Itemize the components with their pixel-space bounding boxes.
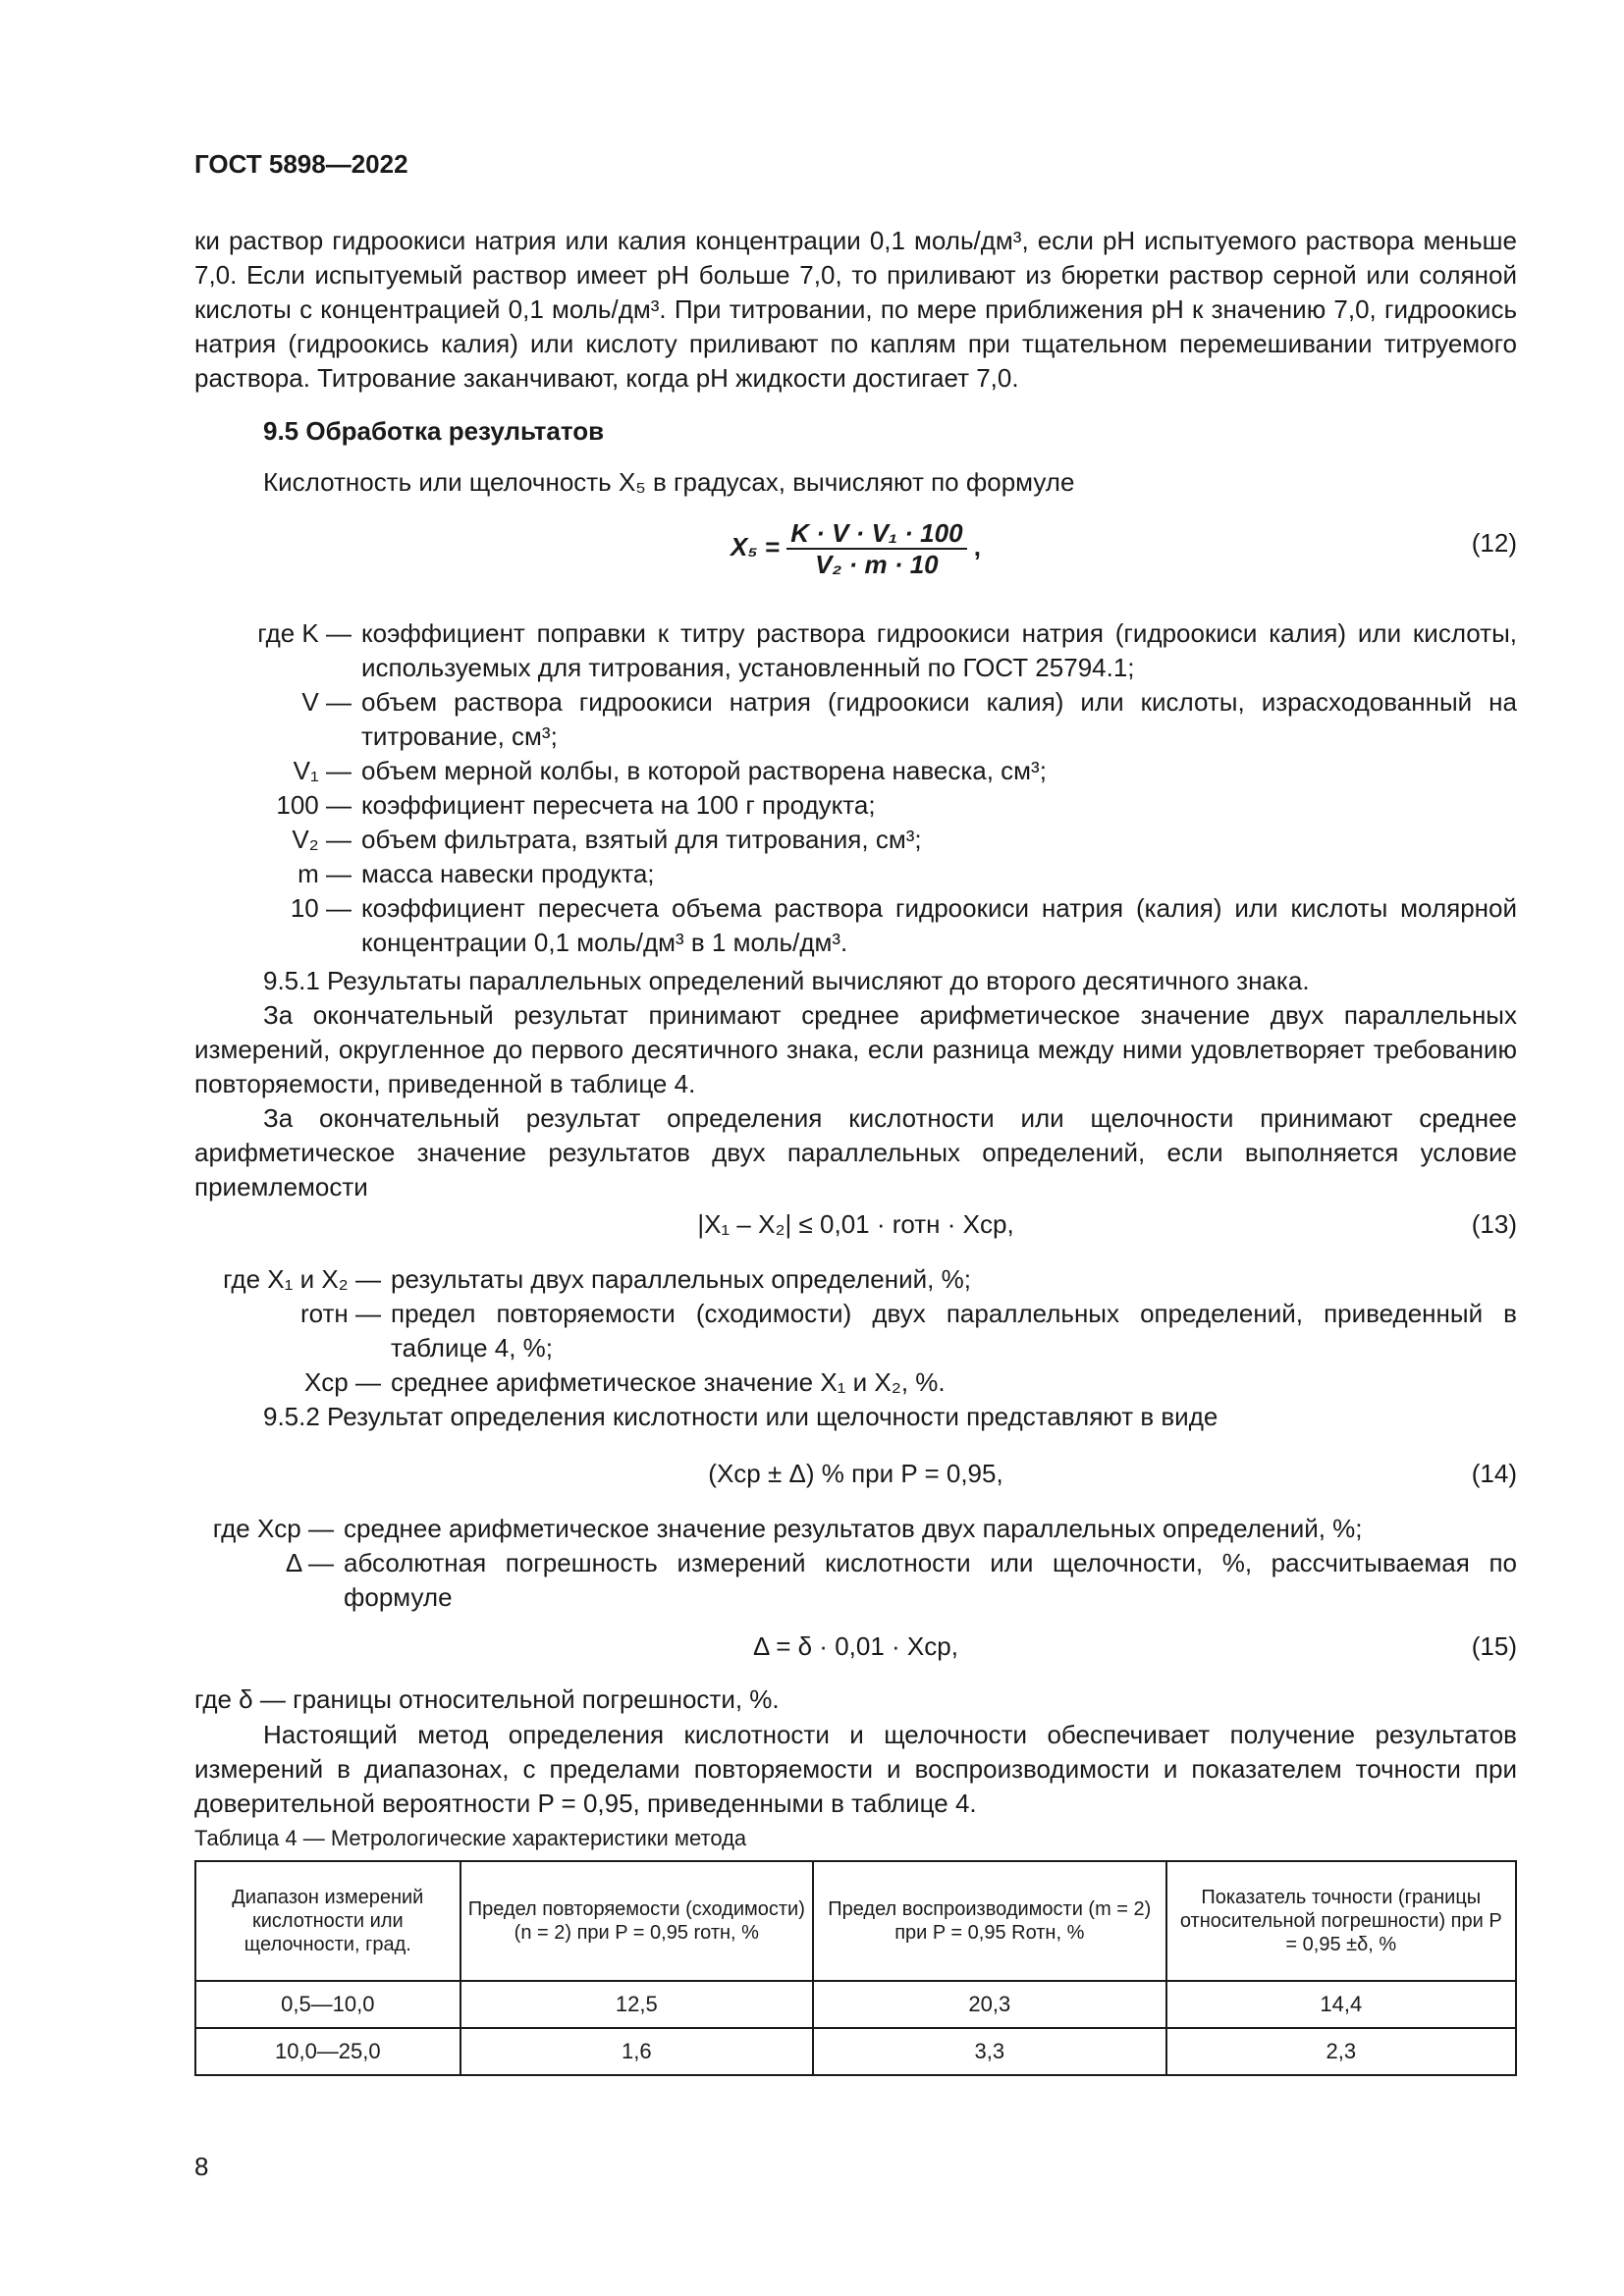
formula-14 (194, 1449, 1517, 1498)
definitions-14 (194, 1512, 1517, 1615)
definition-row (194, 1365, 1517, 1400)
formula-13 (194, 1200, 1517, 1249)
definition-text: масса навески продукта; (361, 859, 655, 888)
paragraph-final-result: За окончательный результат принимают среднее арифметическое значение двух параллельных измерений, округленное до первого десятичного знака, если разница между ними удовлетворяет требованию повторяемости, приведенной в таблице 4. (194, 1000, 1517, 1098)
table-caption: Таблица 4 — Метрологические характеристики метода (194, 1826, 747, 1850)
page-number: 8 (194, 2152, 209, 2181)
definition-text: предел повторяемости (сходимости) двух параллельных определений, приведенный в таблице 4, %; (391, 1299, 1517, 1362)
paragraph-9-5-2: 9.5.2 Результат определения кислотности или щелочности представляют в виде (263, 1402, 1218, 1431)
definition-term: где X₁ и X₂ — (223, 1264, 381, 1294)
table-header-cell: Показатель точности (границы относительной погрешности) при P = 0,95 ±δ, % (1166, 1861, 1516, 1981)
formula-13-number: (13) (1471, 1209, 1517, 1239)
formula-12-tail: , (973, 531, 982, 561)
definition-text: объем раствора гидроокиси натрия (гидроокиси калия) или кислоты, израсходованный на титрование, см³; (361, 687, 1517, 751)
definition-term: Δ — (285, 1548, 334, 1577)
definition-row (194, 788, 1517, 823)
table-row (195, 1981, 1516, 2028)
definitions-12 (194, 616, 1517, 960)
table-header-row (195, 1861, 1516, 1981)
definition-row (194, 823, 1517, 857)
table-cell: 12,5 (460, 1981, 813, 2028)
table-cell: 0,5—10,0 (195, 1981, 460, 2028)
definition-text: объем мерной колбы, в которой растворена навеска, см³; (361, 756, 1047, 785)
formula-12-numerator: K · V · V₁ · 100 (786, 518, 966, 550)
definition-text: объем фильтрата, взятый для титрования, см³; (361, 825, 922, 854)
table-cell: 10,0—25,0 (195, 2028, 460, 2075)
table-cell: 20,3 (813, 1981, 1166, 2028)
formula-12-number: (12) (1471, 528, 1517, 558)
table-header-cell: Предел воспроизводимости (m = 2) при P = 0,95 Rотн, % (813, 1861, 1166, 1981)
definition-term: где Xср — (212, 1514, 334, 1543)
document-header: ГОСТ 5898—2022 (194, 149, 408, 179)
formula-12-lhs: X₅ = (730, 531, 780, 561)
paragraph-9-5-1: 9.5.1 Результаты параллельных определений вычисляют до второго десятичного знака. (263, 966, 1310, 995)
formula-15-number: (15) (1471, 1631, 1517, 1661)
metrological-table (194, 1860, 1517, 2076)
definition-text: коэффициент пересчета объема раствора гидроокиси натрия (калия) или кислоты молярной концентрации 0,1 моль/дм³ в 1 моль/дм³. (361, 893, 1517, 957)
definition-row (194, 685, 1517, 754)
calc-intro: Кислотность или щелочность X₅ в градусах, вычисляют по формуле (263, 467, 1075, 497)
definition-row (194, 1512, 1517, 1546)
table-cell: 2,3 (1166, 2028, 1516, 2075)
definition-row (194, 857, 1517, 891)
definition-term: 100 — (276, 790, 352, 820)
definition-text: среднее арифметическое значение результатов двух параллельных определений, %; (344, 1514, 1363, 1543)
definition-row (194, 1297, 1517, 1365)
table-cell: 1,6 (460, 2028, 813, 2075)
definition-term: V₁ — (293, 756, 352, 785)
table-header-cell: Диапазон измерений кислотности или щелочности, град. (195, 1861, 460, 1981)
paragraph-acceptability: За окончательный результат определения кислотности или щелочности принимают среднее арифметическое значение результатов двух параллельных определений, если выполняется условие приемлемости (194, 1103, 1517, 1201)
definition-term: 10 — (290, 893, 352, 923)
table-cell: 14,4 (1166, 1981, 1516, 2028)
definition-term: V₂ — (292, 825, 352, 854)
formula-12-denominator: V₂ · m · 10 (815, 550, 939, 579)
definition-text: коэффициент поправки к титру раствора гидроокиси натрия (гидроокиси калия) или кислоты, используемых для титрования, установленный по ГОСТ 25794.1; (361, 618, 1517, 682)
closing-paragraph: Настоящий метод определения кислотности и щелочности обеспечивает получение результатов измерений в диапазонах, с пределами повторяемости и воспроизводимости и показателем точности при доверительной вероятности P = 0,95, приведенными в таблице 4. (194, 1720, 1517, 1818)
formula-12 (194, 518, 1517, 579)
definition-term: V — (301, 687, 352, 717)
table-row (195, 2028, 1516, 2075)
table-header-cell: Предел повторяемости (сходимости) (n = 2) при P = 0,95 rотн, % (460, 1861, 813, 1981)
definition-text: результаты двух параллельных определений, %; (391, 1264, 971, 1294)
definition-term: Xср — (303, 1367, 381, 1397)
definition-row (194, 1262, 1517, 1297)
table-cell: 3,3 (813, 2028, 1166, 2075)
formula-15-expression: Δ = δ · 0,01 · Xср, (753, 1631, 958, 1661)
definition-row (194, 1546, 1517, 1615)
definition-text: среднее арифметическое значение X₁ и X₂, %. (391, 1367, 946, 1397)
formula-12-fraction (786, 518, 966, 579)
definition-row (194, 754, 1517, 788)
definition-term: m — (298, 859, 352, 888)
definition-term: rотн — (299, 1299, 381, 1328)
formula-13-expression: |X₁ – X₂| ≤ 0,01 · rотн · Xср, (697, 1209, 1014, 1239)
definition-row (194, 891, 1517, 960)
formula-14-expression: (Xср ± Δ) % при P = 0,95, (708, 1459, 1003, 1488)
definitions-13 (194, 1262, 1517, 1400)
definition-text: абсолютная погрешность измерений кислотности или щелочности, %, рассчитываемая по формуле (344, 1548, 1517, 1612)
intro-paragraph: ки раствор гидроокиси натрия или калия концентрации 0,1 моль/дм³, если pH испытуемого раствора меньше 7,0. Если испытуемый раствор имеет pH больше 7,0, то приливают из бюретки раствор серной или соляной кислоты с концентрацией 0,1 моль/дм³. При титровании, по мере приближения pH к значению 7,0, гидроокись натрия (гидроокись калия) или кислоту приливают по каплям при тщательном перемешивании титруемого раствора. Титрование заканчивают, когда pH жидкости достигает 7,0. (194, 226, 1517, 393)
formula-14-number: (14) (1471, 1459, 1517, 1488)
definition-text: коэффициент пересчета на 100 г продукта; (361, 790, 876, 820)
formula-15 (194, 1622, 1517, 1671)
definition-row (194, 616, 1517, 685)
delta-definition: где δ — границы относительной погрешности, %. (194, 1684, 780, 1714)
definition-term: где K — (257, 618, 352, 648)
section-title: 9.5 Обработка результатов (263, 416, 605, 446)
